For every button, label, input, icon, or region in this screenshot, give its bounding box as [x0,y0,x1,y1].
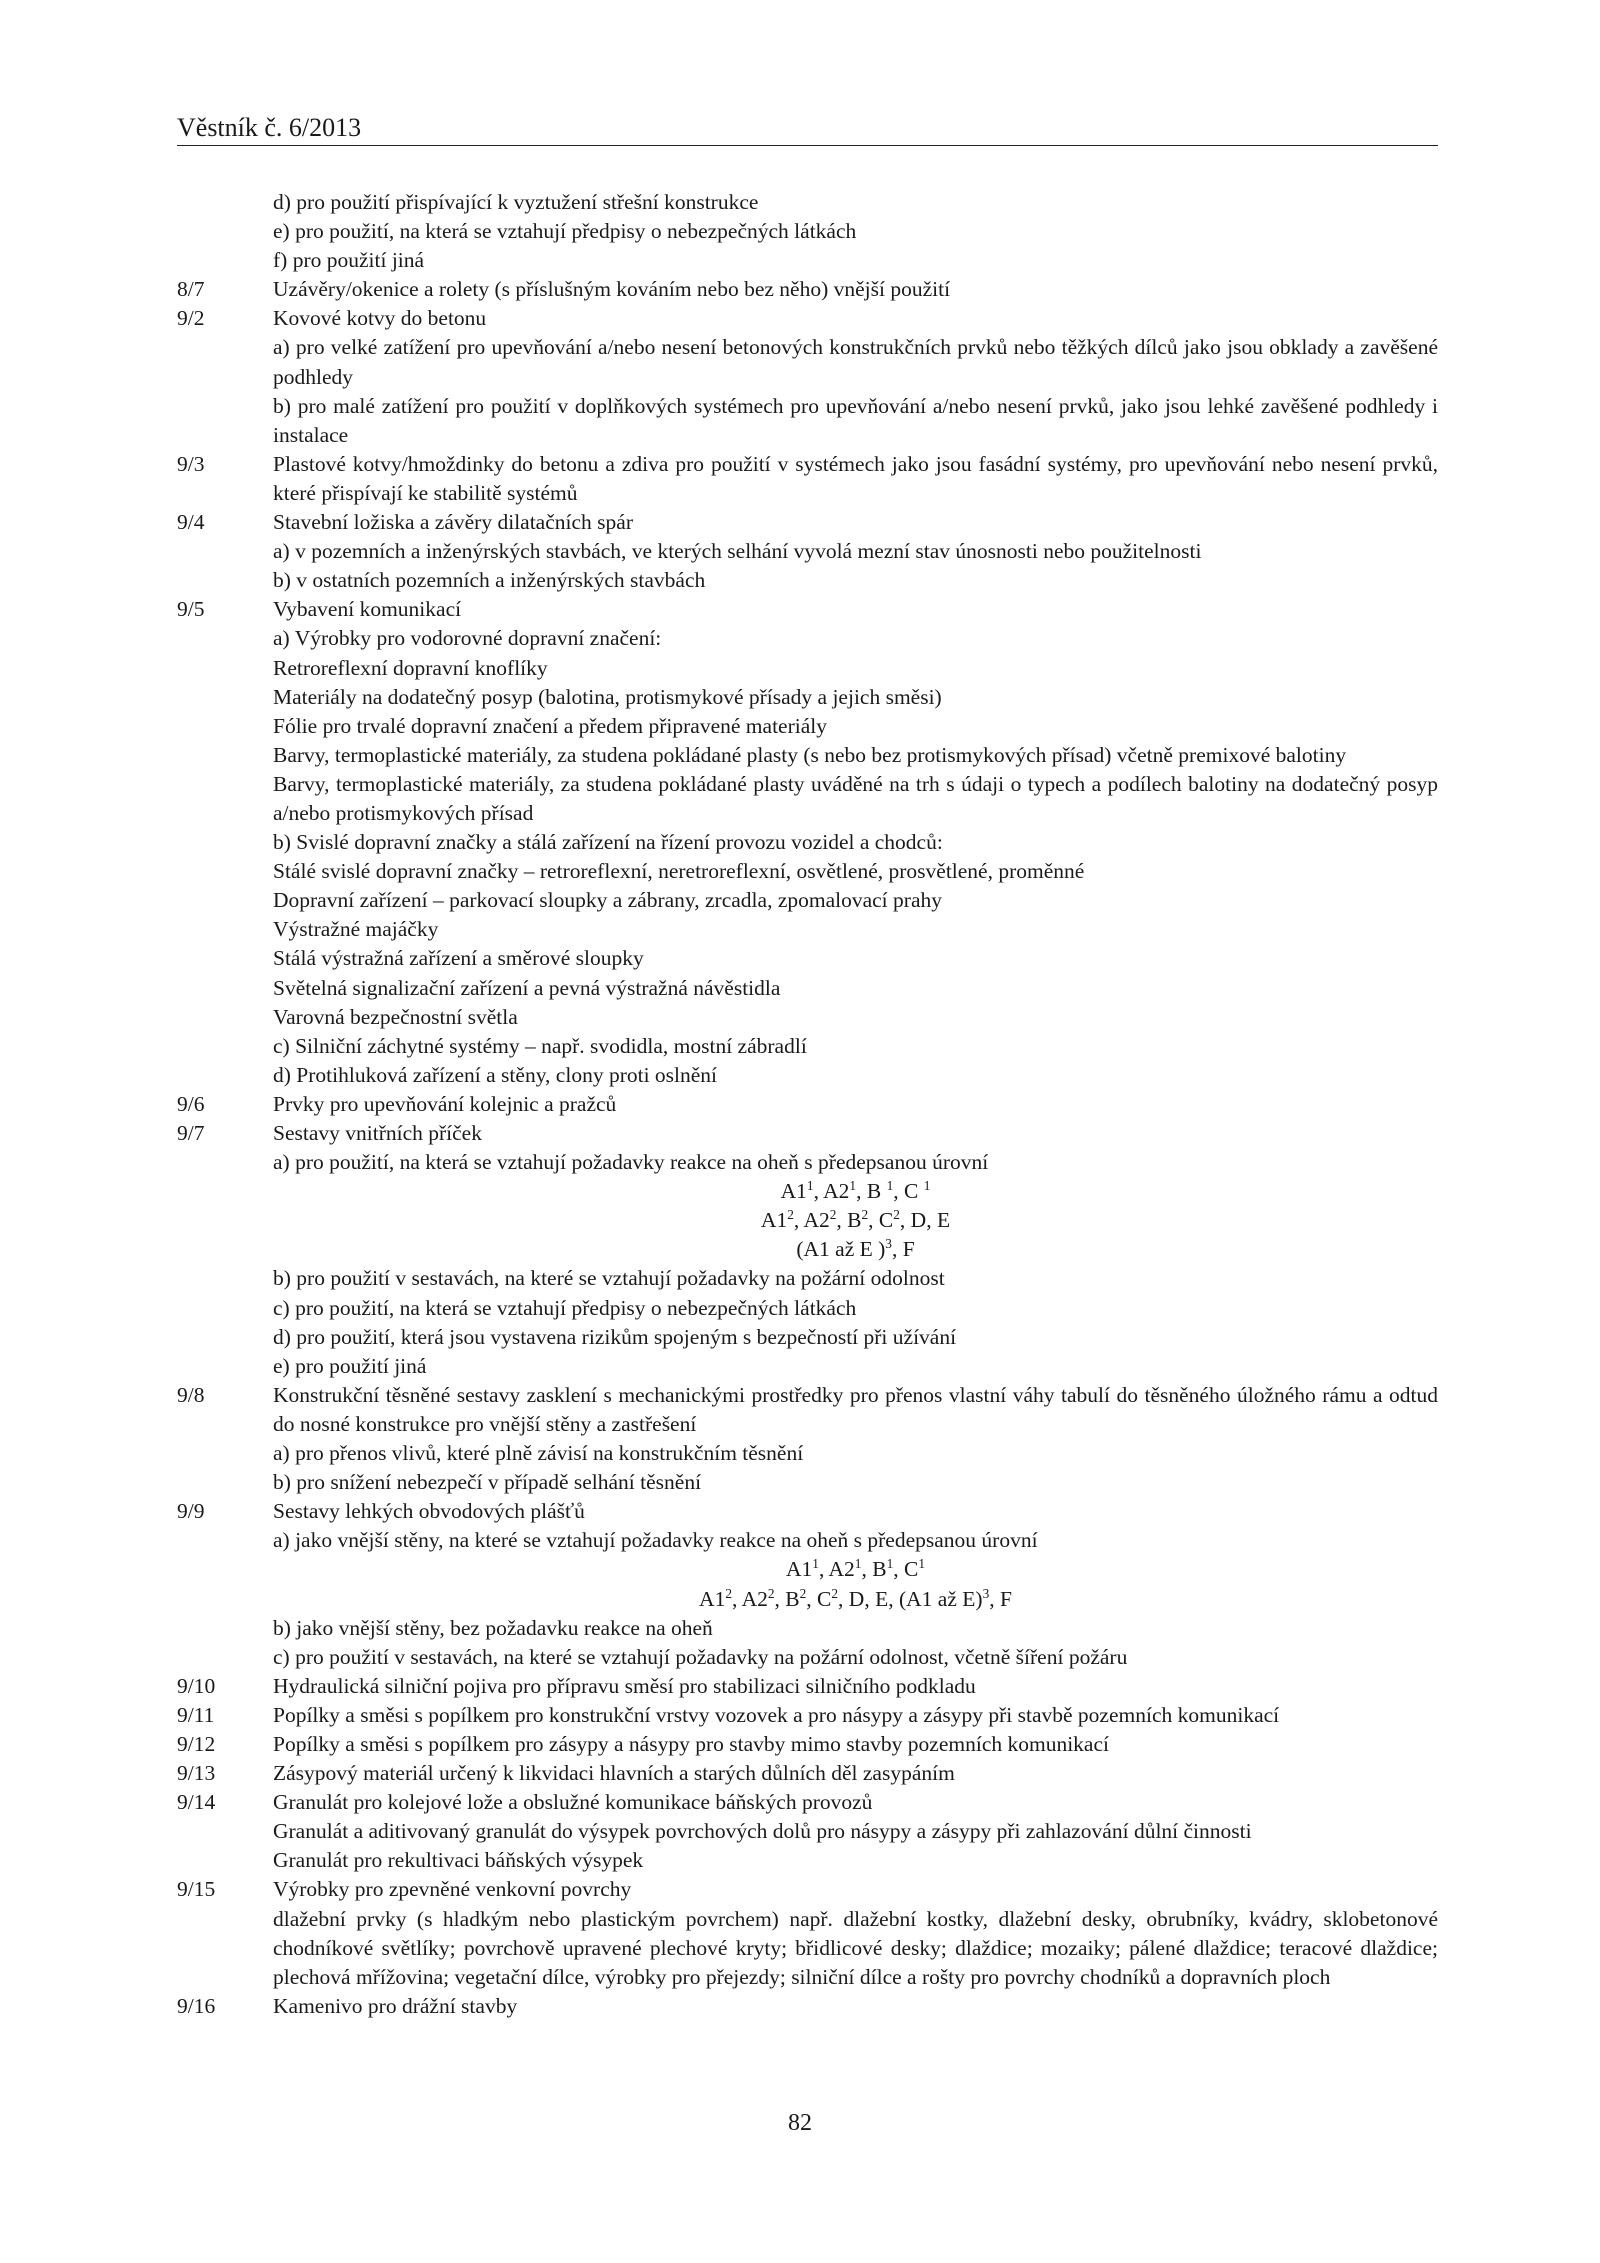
entry-text: Stálé svislé dopravní značky – retroreflexní, neretroreflexní, osvětlené, prosvětlené, proměnné [273,859,1085,884]
entry-text: c) pro použití v sestavách, na které se vztahují požadavky na požární odolnost, včetně šíření požáru [273,1644,1128,1669]
entry-text: Retroreflexní dopravní knoflíky [273,655,548,680]
entry-code: 9/16 [177,1993,216,2018]
entry-code: 9/6 [177,1091,205,1116]
entry-text: Konstrukční těsněné sestavy zasklení s mechanickými prostředky pro přenos vlastní váhy tabulí do těsněného úložného rámu a odtud do nosné konstrukce pro vnější stěny a zastřešení [273,1382,1438,1436]
classification-line: (A1 až E )$^3$, F [796,1236,915,1262]
entry-text: a) pro použití, na která se vztahují požadavky reakce na oheň s předepsanou úrovní [273,1150,989,1175]
entry-code: 9/8 [177,1382,205,1407]
list-entry [177,595,1438,1090]
entry-text: Varovná bezpečnostní světla [273,1004,518,1029]
entry-text: a) pro přenos vlivů, které plně závisí na konstrukčním těsnění [273,1441,804,1466]
list-entry [177,1875,1438,1991]
entry-text: c) pro použití, na která se vztahují předpisy o nebezpečných látkách [273,1295,857,1320]
entry-text: a) Výrobky pro vodorovné dopravní značení: [273,626,662,651]
entry-text: b) pro použití v sestavách, na které se vztahují požadavky na požární odolnost [273,1266,945,1291]
classification-line: $A1^2$, $A2^2$, $B^2$, $C^2$, D, E, (A1 až E)$^3$, F [699,1585,1012,1611]
entry-text: Stálá výstražná zařízení a směrové sloupky [273,946,644,971]
entry-text: Stavební ložiska a závěry dilatačních spár [273,510,633,535]
entry-text: b) v ostatních pozemních a inženýrských stavbách [273,568,706,593]
entry-text: b) jako vnější stěny, bez požadavku reakce na oheň [273,1615,713,1640]
classification-line: $A1^2$, $A2^2$, $B^2$, $C^2$, D, E [760,1207,951,1233]
entry-text: a) v pozemních a inženýrských stavbách, ve kterých selhání vyvolá mezní stav únosnosti nebo použitelnosti [273,539,1202,564]
entry-code: 9/7 [177,1121,205,1145]
entry-text: e) pro použití jiná [273,1353,427,1378]
entry-text: Uzávěry/okenice a rolety (s příslušným kováním nebo bez něho) vnější použití [273,277,951,302]
entry-text: Granulát pro rekultivaci báňských výsypek [273,1848,644,1873]
entry-code: 9/2 [177,306,205,331]
entry-text: d) pro použití přispívající k vyztužení střešní konstrukce [273,190,759,214]
list-entry [177,1119,1438,1381]
list-entry [177,188,1438,275]
list-entry [177,275,1438,304]
entry-text: Světelná signalizační zařízení a pevná výstražná návěstidla [273,975,781,1000]
entry-code: 9/10 [177,1673,216,1698]
entry-text: b) pro malé zatížení pro použití v doplňkových systémech pro upevňování a/nebo nesení prvků, jako jsou lehké zavěšené podhledy i instalace [273,393,1438,447]
entry-text: Barvy, termoplastické materiály, za studena pokládané plasty (s nebo bez protismykových přísad) včetně premixové balotiny [273,742,1347,767]
list-entry [177,1497,1438,1672]
entry-code: 9/4 [177,510,205,535]
entry-code: 9/5 [177,597,205,622]
list-entry [177,304,1438,449]
list-entry [177,508,1438,595]
entry-text: dlažební prvky (s hladkým nebo plastickým povrchem) např. dlažební kostky, dlažební desky, obrubníky, kvádry, sklobetonové chodníkové světlíky; povrchově upravené plechové kryty; břidlicové desky; dlaždice; mozaiky; pálené dlaždice; teracové dlaždice; plechová mřížovina; vegetační dílce, výrobky pro přejezdy; silniční dílce a rošty pro povrchy chodníků a dopravních ploch [273,1906,1438,1989]
classification-line: $A1^1$, $A2^1$, B $^1$, C $^1$ [780,1178,931,1204]
entry-text: Barvy, termoplastické materiály, za studena pokládané plasty uváděné na trh s údaji o typech a podílech balotiny na dodatečný posyp a/nebo protismykových přísad [273,771,1438,825]
header-rule [177,145,1438,146]
entry-text: e) pro použití, na která se vztahují předpisy o nebezpečných látkách [273,219,857,244]
classification-line: $A1^1$, $A2^1$, $B^1$, $C^1$ [785,1556,925,1582]
list-entry [177,1788,1438,1875]
entry-code: 9/9 [177,1499,205,1524]
entry-text: f) pro použití jiná [273,248,425,273]
list-entry [177,1672,1438,1701]
entry-code: 9/12 [177,1731,216,1756]
entry-text: Popílky a směsi s popílkem pro zásypy a násypy pro stavby mimo stavby pozemních komunikací [273,1731,1109,1756]
entry-text: Dopravní zařízení – parkovací sloupky a zábrany, zrcadla, zpomalovací prahy [273,888,942,913]
entry-code: 9/14 [177,1790,216,1815]
entry-text: b) Svislé dopravní značky a stálá zařízení na řízení provozu vozidel a chodců: [273,830,943,855]
entry-text: Granulát pro kolejové lože a obslužné komunikace báňských provozů [273,1790,873,1815]
entry-text: Zásypový materiál určený k likvidaci hlavních a starých důlních děl zasypáním [273,1761,955,1786]
list-entry [177,450,1438,508]
content-body [177,188,1438,2021]
list-entry [177,1730,1438,1759]
entry-code: 9/3 [177,451,205,476]
entry-text: Hydraulická silniční pojiva pro přípravu směsí pro stabilizaci silničního podkladu [273,1673,976,1698]
entry-text: Výstražné majáčky [273,917,439,942]
entry-text: Popílky a směsi s popílkem pro konstrukční vrstvy vozovek a pro násypy a zásypy při stavbě pozemních komunikací [273,1702,1280,1727]
entry-text: b) pro snížení nebezpečí v případě selhání těsnění [273,1470,702,1495]
entry-text: c) Silniční záchytné systémy – např. svodidla, mostní zábradlí [273,1033,807,1058]
entry-text: d) pro použití, která jsou vystavena rizikům spojeným s bezpečností při užívání [273,1324,957,1349]
entry-text: Materiály na dodatečný posyp (balotina, protismykové přísady a jejich směsi) [273,684,942,709]
entry-text: Sestavy vnitřních příček [273,1121,482,1145]
entry-text: Kamenivo pro drážní stavby [273,1993,518,2018]
list-entry [177,1381,1438,1497]
list-entry [177,1992,1438,2021]
list-entry [177,1701,1438,1730]
entry-text: d) Protihluková zařízení a stěny, clony proti oslnění [273,1062,718,1087]
page-number: 82 [788,2110,812,2136]
entry-code: 9/15 [177,1877,216,1902]
entry-text: Plastové kotvy/hmoždinky do betonu a zdiva pro použití v systémech jako jsou fasádní systémy, pro upevňování nebo nesení prvků, které přispívají ke stabilitě systémů [273,451,1438,505]
entry-text: Vybavení komunikací [273,597,462,622]
entry-text: a) pro velké zatížení pro upevňování a/nebo nesení betonových konstrukčních prvků nebo těžkých dílců jako jsou obklady a zavěšené podhledy [273,335,1438,389]
entry-text: Fólie pro trvalé dopravní značení a předem připravené materiály [273,713,827,738]
entry-text: Sestavy lehkých obvodových plášťů [273,1499,585,1524]
entry-code: 8/7 [177,277,205,302]
entry-code: 9/13 [177,1761,216,1786]
entry-text: Prvky pro upevňování kolejnic a pražců [273,1091,617,1116]
journal-header: Věstník č. 6/2013 [177,113,362,142]
entry-text: a) jako vnější stěny, na které se vztahují požadavky reakce na oheň s předepsanou úrovní [273,1528,1038,1553]
list-entry [177,1090,1438,1119]
entry-text: Kovové kotvy do betonu [273,306,487,331]
list-entry [177,1759,1438,1788]
entry-text: Granulát a aditivovaný granulát do výsypek povrchových dolů pro násypy a zásypy při zahlazování důlní činnosti [273,1819,1252,1844]
entry-code: 9/11 [177,1702,215,1727]
entry-text: Výrobky pro zpevněné venkovní povrchy [273,1877,632,1902]
